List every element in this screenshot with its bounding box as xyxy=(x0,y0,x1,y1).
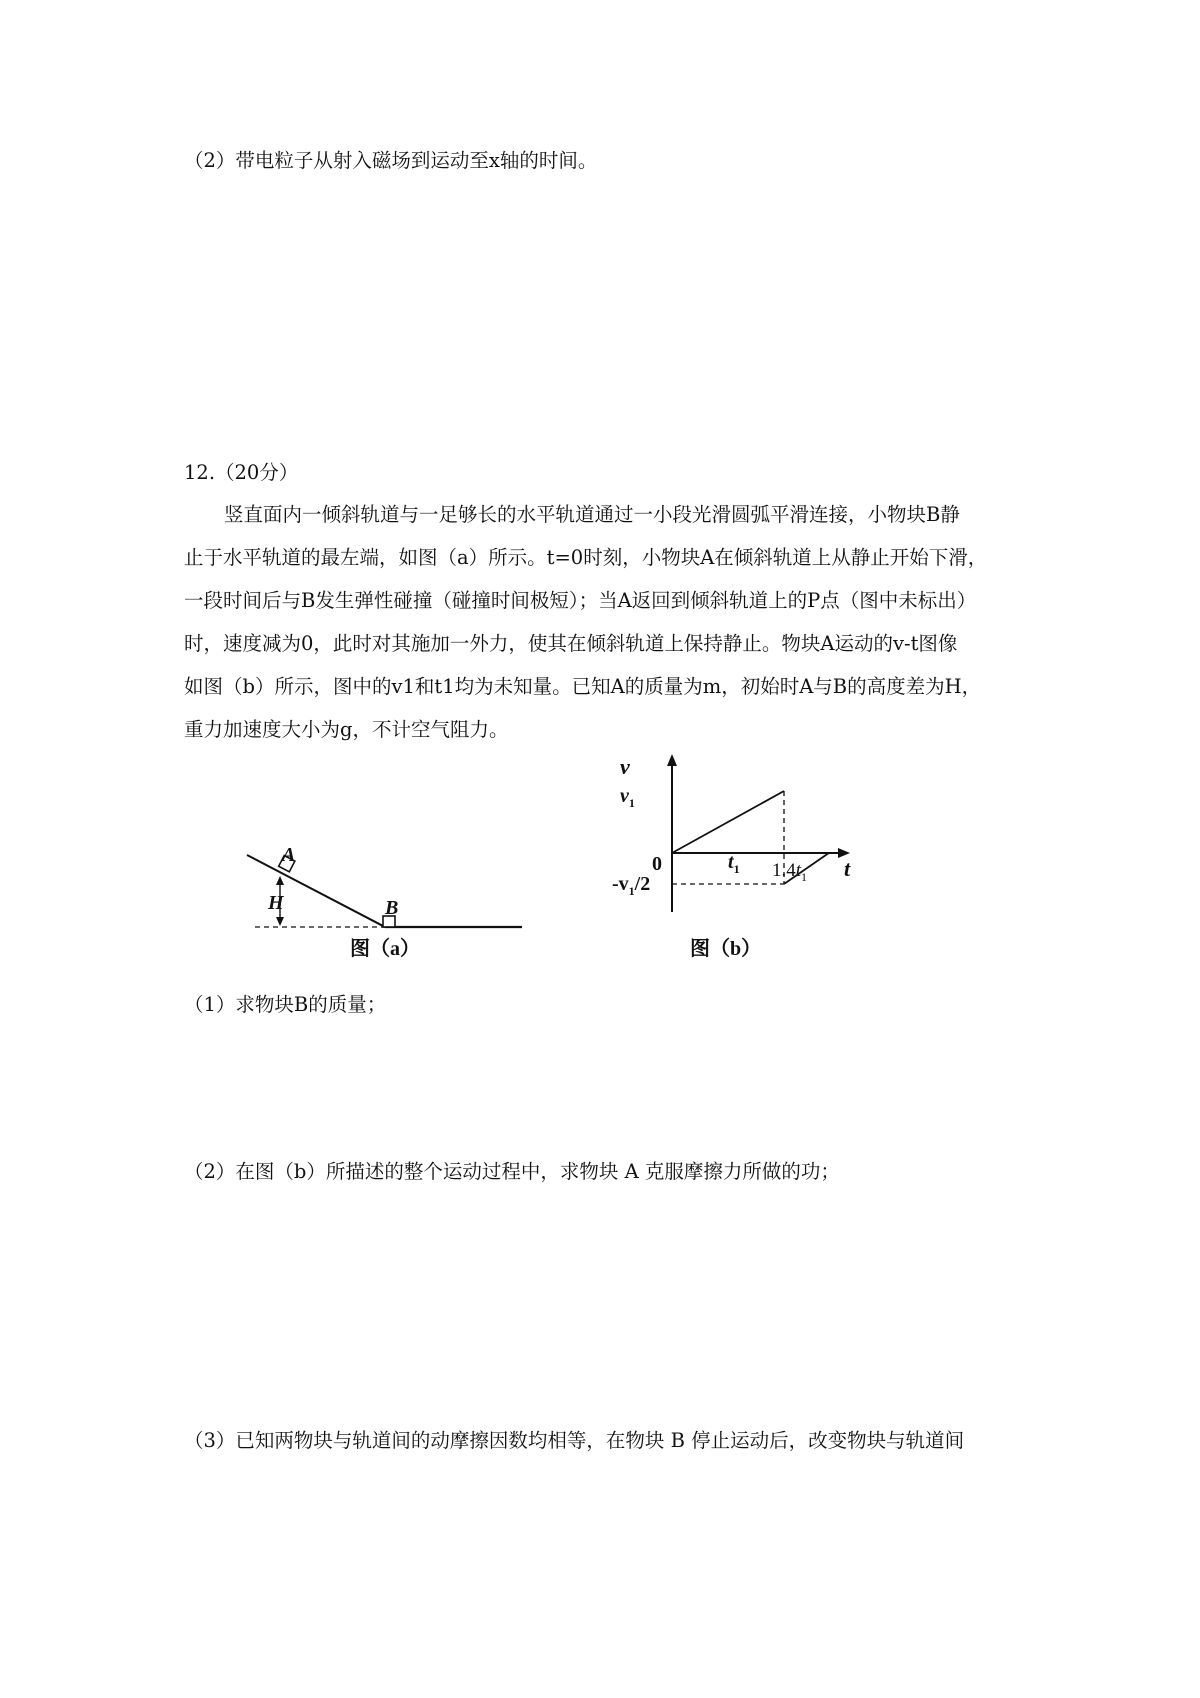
question-line-5: 如图（b）所示，图中的v1和t1均为未知量。已知A的质量为m，初始时A与B的高度差为H， xyxy=(184,675,982,698)
question-line-4: 时，速度减为0，此时对其施加一外力，使其在倾斜轨道上保持静止。物块A运动的v-t图像 xyxy=(184,632,958,655)
sub-question-3: （3）已知两物块与轨道间的动摩擦因数均相等，在物块 B 停止运动后，改变物块与轨道间 xyxy=(184,1429,965,1452)
origin-label: 0 xyxy=(652,853,662,875)
question-line-1: 竖直面内一倾斜轨道与一足够长的水平轨道通过一小段光滑圆弧平滑连接，小物块B静 xyxy=(224,503,960,526)
t1-tick-label: $t_1$ xyxy=(728,851,740,876)
question-number: 12.（20分） xyxy=(184,461,299,484)
label-h: H xyxy=(268,892,284,914)
sub-question-2: （2）在图（b）所描述的整个运动过程中，求物块 A 克服摩擦力所做的功； xyxy=(184,1160,840,1183)
question-line-3: 一段时间后与B发生弹性碰撞（碰撞时间极短）；当A返回到倾斜轨道上的P点（图中未标出） xyxy=(184,589,977,612)
sub-question-1: （1）求物块B的质量； xyxy=(184,993,387,1016)
t-axis-label: t xyxy=(844,856,851,881)
t14-tick-label: $1.4t_1$ xyxy=(772,860,808,884)
height-arrow-up xyxy=(276,876,284,885)
label-a: A xyxy=(282,844,296,866)
previous-part-2: （2）带电粒子从射入磁场到运动至x轴的时间。 xyxy=(184,149,598,172)
figure-a-caption: 图（a） xyxy=(350,938,420,960)
figure-a xyxy=(240,830,540,965)
v-axis-label: v xyxy=(620,754,630,779)
figure-b-vt-graph xyxy=(610,750,940,970)
question-line-6: 重力加速度大小为g，不计空气阻力。 xyxy=(184,718,509,741)
incline-track xyxy=(247,855,385,927)
v1-tick-label: $v_1$ xyxy=(620,785,635,810)
vt-segment-accelerate xyxy=(672,791,784,853)
height-arrow-down xyxy=(276,917,284,926)
v-axis-arrow xyxy=(667,754,677,766)
label-b: B xyxy=(385,897,399,919)
neg-v1-half-tick-label: $-v_1/2$ xyxy=(612,873,651,898)
figure-b-caption: 图（b） xyxy=(690,938,762,960)
question-line-2: 止于水平轨道的最左端，如图（a）所示。t=0时刻，小物块A在倾斜轨道上从静止开始下滑， xyxy=(184,546,988,569)
